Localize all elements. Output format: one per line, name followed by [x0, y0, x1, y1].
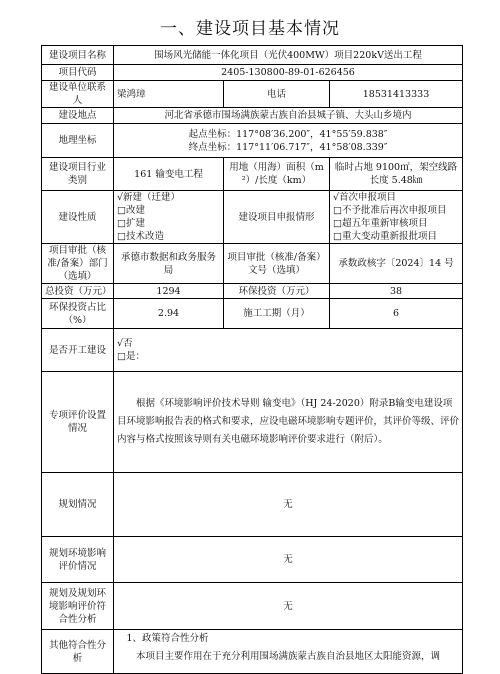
planning-label: 规划情况 — [42, 473, 114, 537]
area-label: 用地（用海）面积（m²）/长度（km） — [224, 158, 330, 191]
investment-value: 1294 — [114, 284, 224, 299]
row-industry — [42, 158, 463, 191]
planning-value: 无 — [114, 473, 463, 537]
row-location — [42, 108, 463, 124]
other-line-1: 1、政策符合性分析 — [126, 633, 209, 644]
page-title: 一、建设项目基本情况 — [160, 19, 340, 39]
special-text-cell — [114, 372, 463, 473]
row-nature — [42, 191, 463, 244]
planning-conformity-value: 无 — [114, 583, 463, 630]
row-planning-eia — [42, 537, 463, 583]
row-planning-conformity — [42, 583, 463, 630]
period-label: 施工工期（月） — [224, 299, 330, 329]
project-code-label: 项目代码 — [42, 65, 114, 81]
row-ratio — [42, 299, 463, 329]
nature-option-tech: □技术改造 — [117, 231, 164, 242]
approval-label: 项目审批（核准/备案）部门（选填） — [42, 244, 114, 284]
contact-label: 建设单位联系人 — [42, 81, 114, 108]
ratio-value: 2.94 — [114, 299, 224, 329]
row-project-code — [42, 65, 463, 81]
env-investment-label: 环保投资（万元） — [224, 284, 330, 299]
row-other — [42, 630, 463, 674]
situation-label: 建设项目申报情形 — [224, 191, 330, 244]
location-label: 建设地点 — [42, 108, 114, 124]
other-line-2: 本项目主要作用在于充分利用围场满族蒙古族自治县地区太阳能资源，调 — [136, 651, 441, 662]
situation-options — [330, 191, 463, 244]
special-text: 根据《环境影响评价技术导则 输变电》（HJ 24-2020）附录B输变电建设项目环境影响报告表的格式和要求，应设电磁环境影响专题评价，其评价等级、评价内容与格式按照该导则有关电磁环境影响评价要求进行（附后）。 — [117, 398, 460, 445]
env-investment-value: 38 — [330, 284, 463, 299]
row-planning — [42, 473, 463, 537]
started-label: 是否开工建设 — [42, 329, 114, 372]
phone-value: 18531413333 — [330, 81, 463, 108]
row-started — [42, 329, 463, 372]
nature-option-new: √新建（迁建） — [117, 192, 181, 203]
row-project-name — [42, 46, 463, 65]
situation-option-major-change: □重大变动重新报批项目 — [333, 231, 437, 242]
special-label: 专项评价设置情况 — [42, 372, 114, 473]
project-name-value: 围场风光储能一体化项目（光伏400MW）项目220kV送出工程 — [114, 46, 463, 65]
situation-option-resubmit: □不予批准后再次申报项目 — [333, 205, 447, 216]
nature-option-rebuild: □改建 — [117, 205, 145, 216]
approval-doc-label: 项目审批（核准/备案）文号（选填） — [224, 244, 330, 284]
phone-label: 电话 — [224, 81, 330, 108]
area-value: 临时占地 9100㎡，架空线路长度 5.48㎞ — [330, 158, 463, 191]
other-label: 其他符合性分析 — [42, 630, 114, 674]
nature-label: 建设性质 — [42, 191, 114, 244]
approval-dept: 承德市数据和政务服务局 — [114, 244, 224, 284]
started-option-no: √否 — [117, 338, 133, 349]
started-options — [114, 329, 463, 372]
industry-category: 161 输变电工程 — [114, 158, 224, 191]
planning-eia-value: 无 — [114, 537, 463, 583]
location-value: 河北省承德市围场满族蒙古族自治县城子镇、大头山乡境内 — [114, 108, 463, 124]
other-text-cell — [114, 630, 463, 674]
row-special — [42, 372, 463, 473]
row-contact — [42, 81, 463, 108]
nature-option-expand: □扩建 — [117, 218, 145, 229]
investment-label: 总投资（万元） — [42, 284, 114, 299]
project-name-label: 建设项目名称 — [42, 46, 114, 65]
coords-value — [114, 124, 463, 158]
situation-option-first: √首次申报项目 — [333, 192, 397, 203]
nature-options — [114, 191, 224, 244]
planning-conformity-label: 规划及规划环境影响评价符合性分析 — [42, 583, 114, 630]
row-coords — [42, 124, 463, 158]
situation-option-five-years: □超五年重新审核项目 — [333, 218, 428, 229]
approval-doc: 承数政核字〔2024〕14 号 — [330, 244, 463, 284]
started-option-yes: □是： — [117, 351, 145, 362]
planning-eia-label: 规划环境影响评价情况 — [42, 537, 114, 583]
project-code-value: 2405-130800-89-01-626456 — [114, 65, 463, 81]
end-coord: 终点坐标：117°11′06.717″，41°58′08.339″ — [188, 141, 388, 153]
row-approval — [42, 244, 463, 284]
start-coord: 起点坐标：117°08′36.200″，41°55′59.838″ — [188, 128, 388, 140]
row-investment — [42, 284, 463, 299]
coords-label: 地理坐标 — [42, 124, 114, 158]
period-value: 6 — [330, 299, 463, 329]
industry-label: 建设项目行业类别 — [42, 158, 114, 191]
ratio-label: 环保投资占比（%） — [42, 299, 114, 329]
project-info-table — [41, 45, 463, 674]
contact-name: 梁鸿璋 — [114, 81, 224, 108]
